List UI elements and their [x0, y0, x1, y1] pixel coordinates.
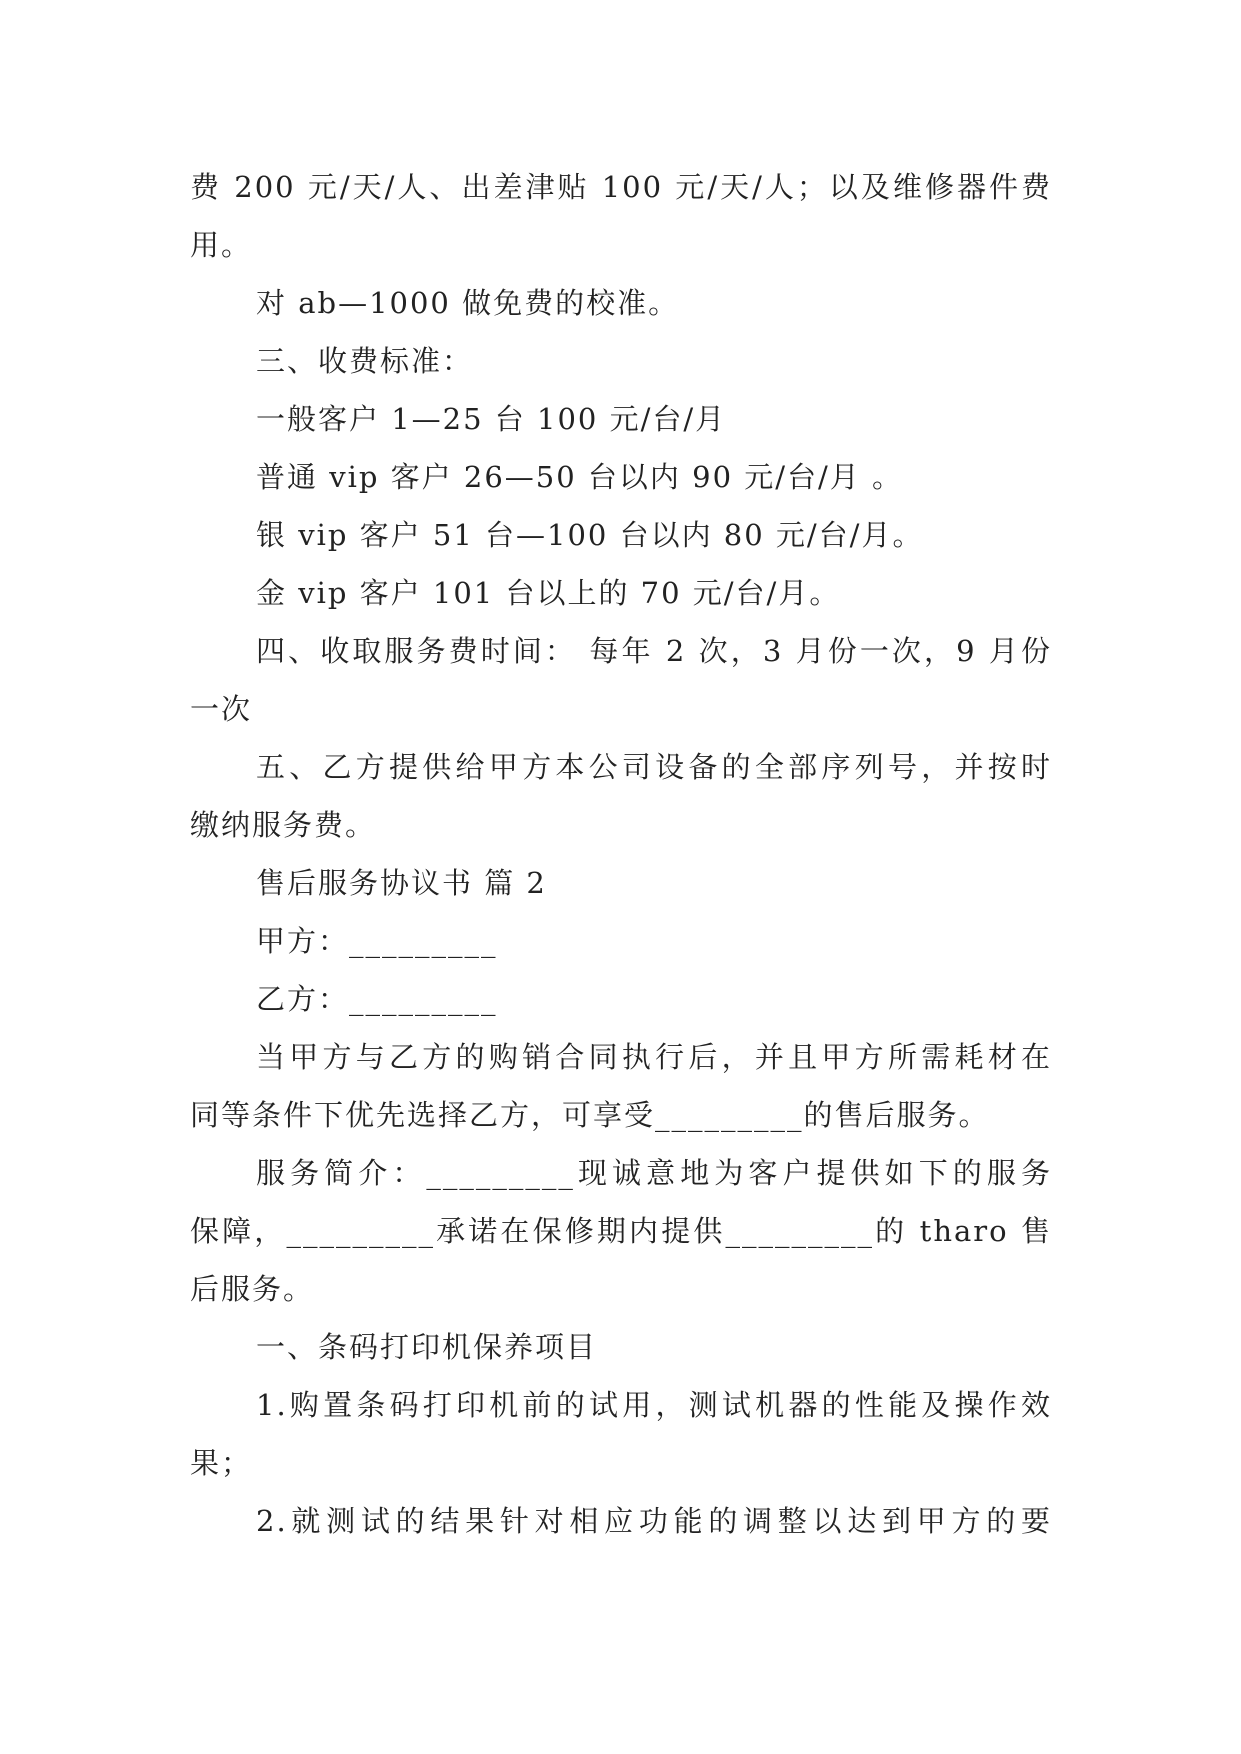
party-b-line: 乙方：_________ — [256, 982, 498, 1016]
list-item: 2.就测试的结果针对相应功能的调整以达到甲方的要 — [256, 1504, 1052, 1538]
section-heading: 四、收取服务费时间： 每年 2 次，3 月份一次，9 月份 — [256, 634, 1052, 668]
section-heading: 五、乙方提供给甲方本公司设备的全部序列号，并按时 — [256, 750, 1052, 784]
text-line: 费 200 元/天/人、出差津贴 100 元/天/人；以及维修器件费 — [190, 170, 1052, 204]
text-line: 当甲方与乙方的购销合同执行后，并且甲方所需耗材在 — [256, 1040, 1052, 1074]
list-item: 1.购置条码打印机前的试用，测试机器的性能及操作效 — [256, 1388, 1052, 1422]
party-a-line: 甲方：_________ — [256, 924, 498, 958]
text-line: 同等条件下优先选择乙方，可享受_________的售后服务。 — [190, 1098, 990, 1132]
text-line: 银 vip 客户 51 台—100 台以内 80 元/台/月。 — [256, 518, 924, 552]
text-line: 普通 vip 客户 26—50 台以内 90 元/台/月 。 — [256, 460, 903, 494]
text-line: 保障，_________承诺在保修期内提供_________的 tharo 售 — [190, 1214, 1052, 1248]
text-line: 用。 — [190, 228, 253, 262]
text-line: 后服务。 — [190, 1272, 315, 1306]
text-line: 一次 — [190, 692, 253, 726]
section-heading: 一、条码打印机保养项目 — [256, 1330, 598, 1364]
text-line: 缴纳服务费。 — [190, 808, 377, 842]
document-body — [190, 158, 1052, 1550]
text-line: 金 vip 客户 101 台以上的 70 元/台/月。 — [256, 576, 841, 610]
document-title: 售后服务协议书 篇 2 — [256, 866, 547, 900]
text-line: 对 ab—1000 做免费的校准。 — [256, 286, 680, 320]
text-line: 一般客户 1—25 台 100 元/台/月 — [256, 402, 727, 436]
text-line: 果； — [190, 1446, 253, 1480]
text-line: 服务简介：_________现诚意地为客户提供如下的服务 — [256, 1156, 1052, 1190]
section-heading: 三、收费标准： — [256, 344, 474, 378]
